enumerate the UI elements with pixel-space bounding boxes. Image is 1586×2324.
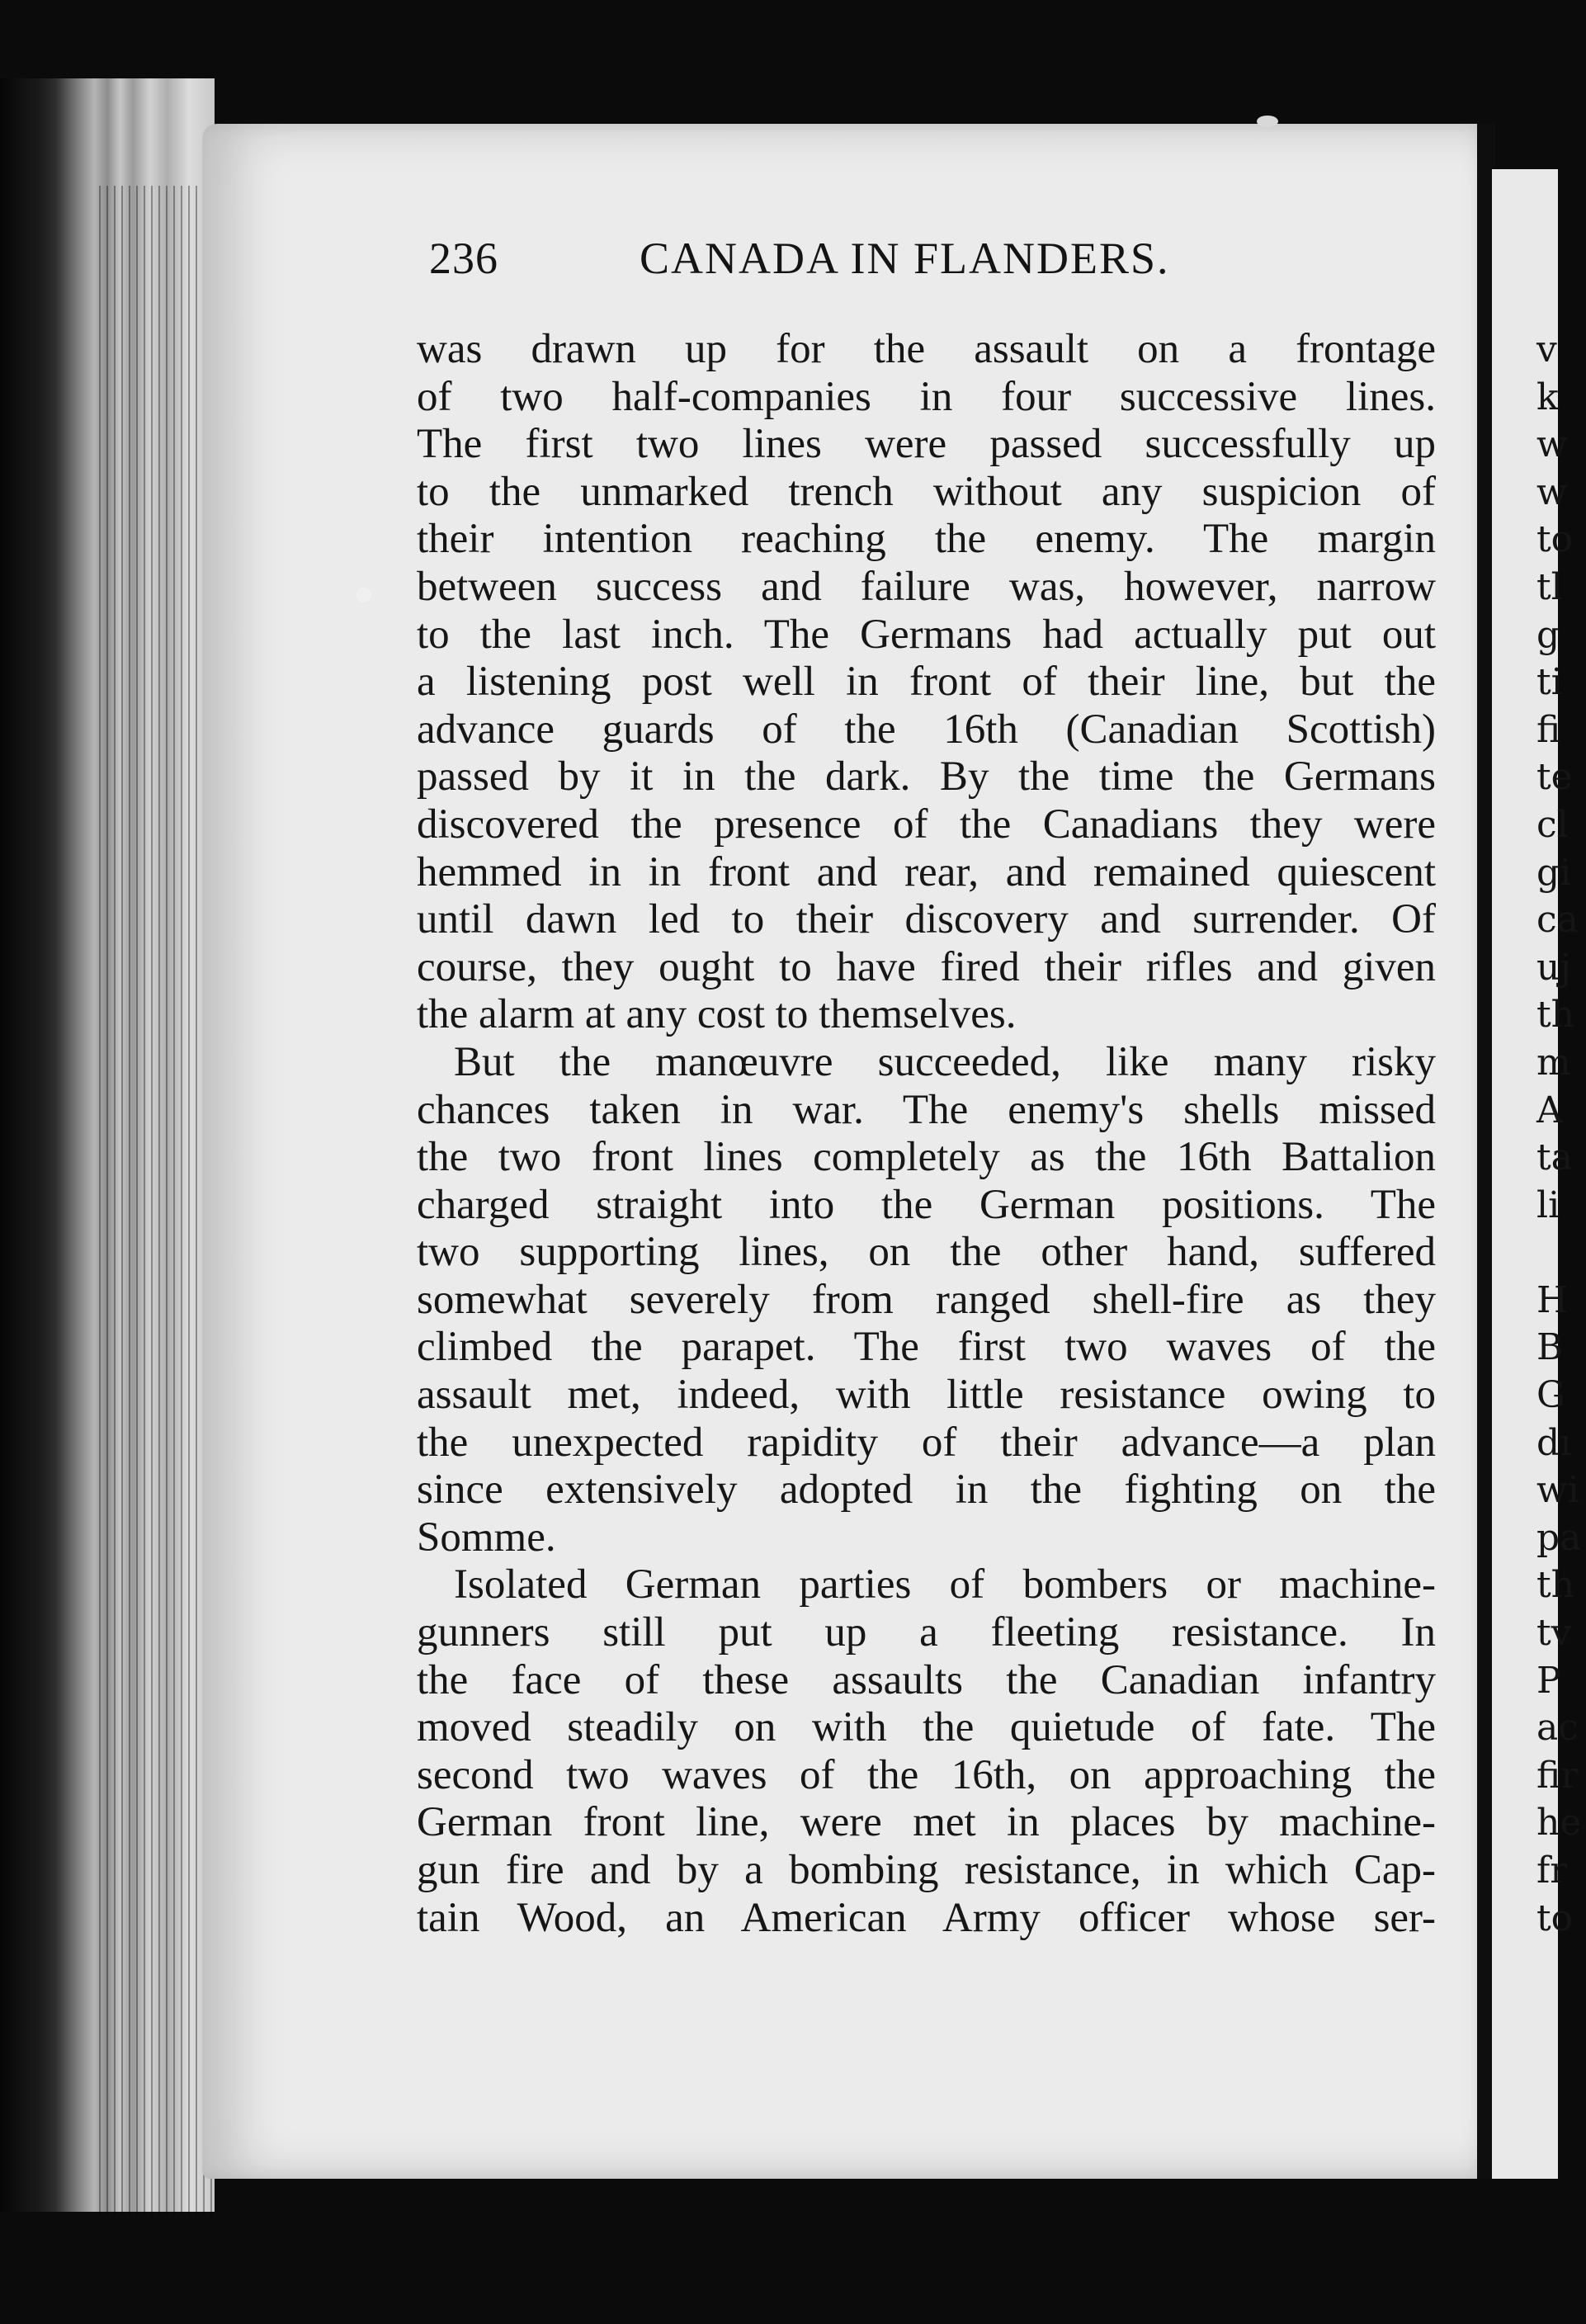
text-line: between success and failure was, however, narrow	[417, 563, 1436, 610]
text-line: gunners still put up a fleeting resistance. In	[417, 1609, 1436, 1656]
facing-fragment: th	[1536, 994, 1575, 1037]
facing-fragment: fi	[1536, 708, 1561, 751]
paper-speck	[356, 588, 371, 602]
text-line: advance guards of the 16th (Canadian Scottish)	[417, 706, 1436, 753]
text-line: the alarm at any cost to themselves.	[417, 991, 1017, 1038]
text-line: charged straight into the German positions. The	[417, 1181, 1436, 1228]
facing-fragment: tl	[1536, 565, 1563, 608]
facing-fragment: gi	[1536, 851, 1572, 894]
text-line: course, they ought to have fired their rifles and given	[417, 943, 1436, 990]
text-line: Somme.	[417, 1514, 556, 1561]
text-line: gun fire and by a bombing resistance, in which Cap-	[417, 1847, 1436, 1893]
text-line: tain Wood, an American Army officer whose ser-	[417, 1894, 1436, 1941]
facing-fragment: G	[1536, 1374, 1566, 1417]
facing-fragment: P	[1536, 1659, 1561, 1702]
facing-fragment: te	[1536, 756, 1573, 799]
paper-speck	[1257, 116, 1278, 127]
facing-fragment: A	[1536, 1089, 1563, 1131]
text-line: two supporting lines, on the other hand, suffered	[417, 1229, 1436, 1276]
facing-fragment: to	[1536, 518, 1574, 561]
facing-fragment: ca	[1536, 899, 1579, 942]
facing-fragment: w	[1536, 423, 1568, 466]
text-line: assault met, indeed, with little resistance owing to	[417, 1372, 1436, 1419]
facing-fragment: v	[1536, 328, 1557, 371]
facing-fragment: ac	[1536, 1707, 1579, 1750]
text-line: second two waves of the 16th, on approaching the	[417, 1751, 1436, 1798]
facing-fragment: H	[1536, 1278, 1569, 1321]
facing-fragment: m	[1536, 1041, 1571, 1084]
text-line: to the last inch. The Germans had actually put out	[417, 611, 1436, 658]
facing-fragment: cl	[1536, 803, 1569, 846]
facing-fragment: he	[1536, 1802, 1582, 1845]
paragraph-start-line: Isolated German parties of bombers or machine-	[454, 1561, 1436, 1608]
facing-fragment: ti	[1536, 661, 1563, 704]
facing-fragment: uj	[1536, 946, 1571, 989]
facing-fragment: li	[1536, 1183, 1560, 1226]
text-line: hemmed in in front and rear, and remained quiescent	[417, 848, 1436, 895]
text-line: since extensively adopted in the fighting on the	[417, 1467, 1436, 1514]
text-line: to the unmarked trench without any suspicion of	[417, 468, 1436, 515]
book-page-edges	[0, 78, 215, 2212]
body-text	[417, 326, 1436, 1942]
text-line: the face of these assaults the Canadian infantry	[417, 1656, 1436, 1703]
facing-fragment: wi	[1536, 1469, 1579, 1512]
facing-fragment: B	[1536, 1326, 1564, 1369]
facing-fragment: fir	[1536, 1754, 1579, 1797]
text-line: was drawn up for the assault on a frontage	[417, 326, 1436, 372]
facing-fragment: w	[1536, 470, 1568, 513]
running-head	[429, 233, 1263, 290]
text-line: passed by it in the dark. By the time the Germans	[417, 753, 1436, 801]
facing-fragment: dı	[1536, 1421, 1572, 1464]
text-line: the two front lines completely as the 16th Battalion	[417, 1134, 1436, 1181]
text-line: climbed the parapet. The first two waves of the	[417, 1324, 1436, 1371]
facing-fragment: to	[1536, 1897, 1574, 1939]
text-line: German front line, were met in places by machine-	[417, 1799, 1436, 1846]
text-line: The first two lines were passed successfully up	[417, 421, 1436, 468]
paragraph-start-line: But the manœuvre succeeded, like many risky	[454, 1038, 1436, 1085]
text-line: chances taken in war. The enemy's shells missed	[417, 1086, 1436, 1133]
text-line: discovered the presence of the Canadians they were	[417, 801, 1436, 848]
text-line: the unexpected rapidity of their advance—a plan	[417, 1419, 1436, 1466]
page-number: 236	[429, 234, 498, 283]
facing-fragment: pa	[1536, 1516, 1582, 1559]
text-line: moved steadily on with the quietude of fate. The	[417, 1704, 1436, 1751]
facing-fragment: tv	[1536, 1612, 1572, 1655]
text-line: until dawn led to their discovery and surrender. Of	[417, 896, 1436, 943]
facing-fragment-gap	[1536, 1229, 1586, 1277]
facing-fragment: g	[1536, 613, 1560, 656]
facing-fragment: ta	[1536, 1136, 1573, 1179]
running-title: CANADA IN FLANDERS.	[640, 234, 1170, 283]
facing-page-fragments	[1536, 326, 1586, 1942]
page-edge-lines	[99, 186, 215, 2216]
text-line: of two half-companies in four successive lines.	[417, 373, 1436, 420]
facing-fragment: k	[1536, 376, 1559, 418]
facing-fragment: th	[1536, 1564, 1575, 1607]
text-line: their intention reaching the enemy. The margin	[417, 516, 1436, 563]
text-line: a listening post well in front of their line, but the	[417, 659, 1436, 706]
facing-fragment: fr	[1536, 1849, 1568, 1892]
text-line: somewhat severely from ranged shell-fire as they	[417, 1276, 1436, 1323]
